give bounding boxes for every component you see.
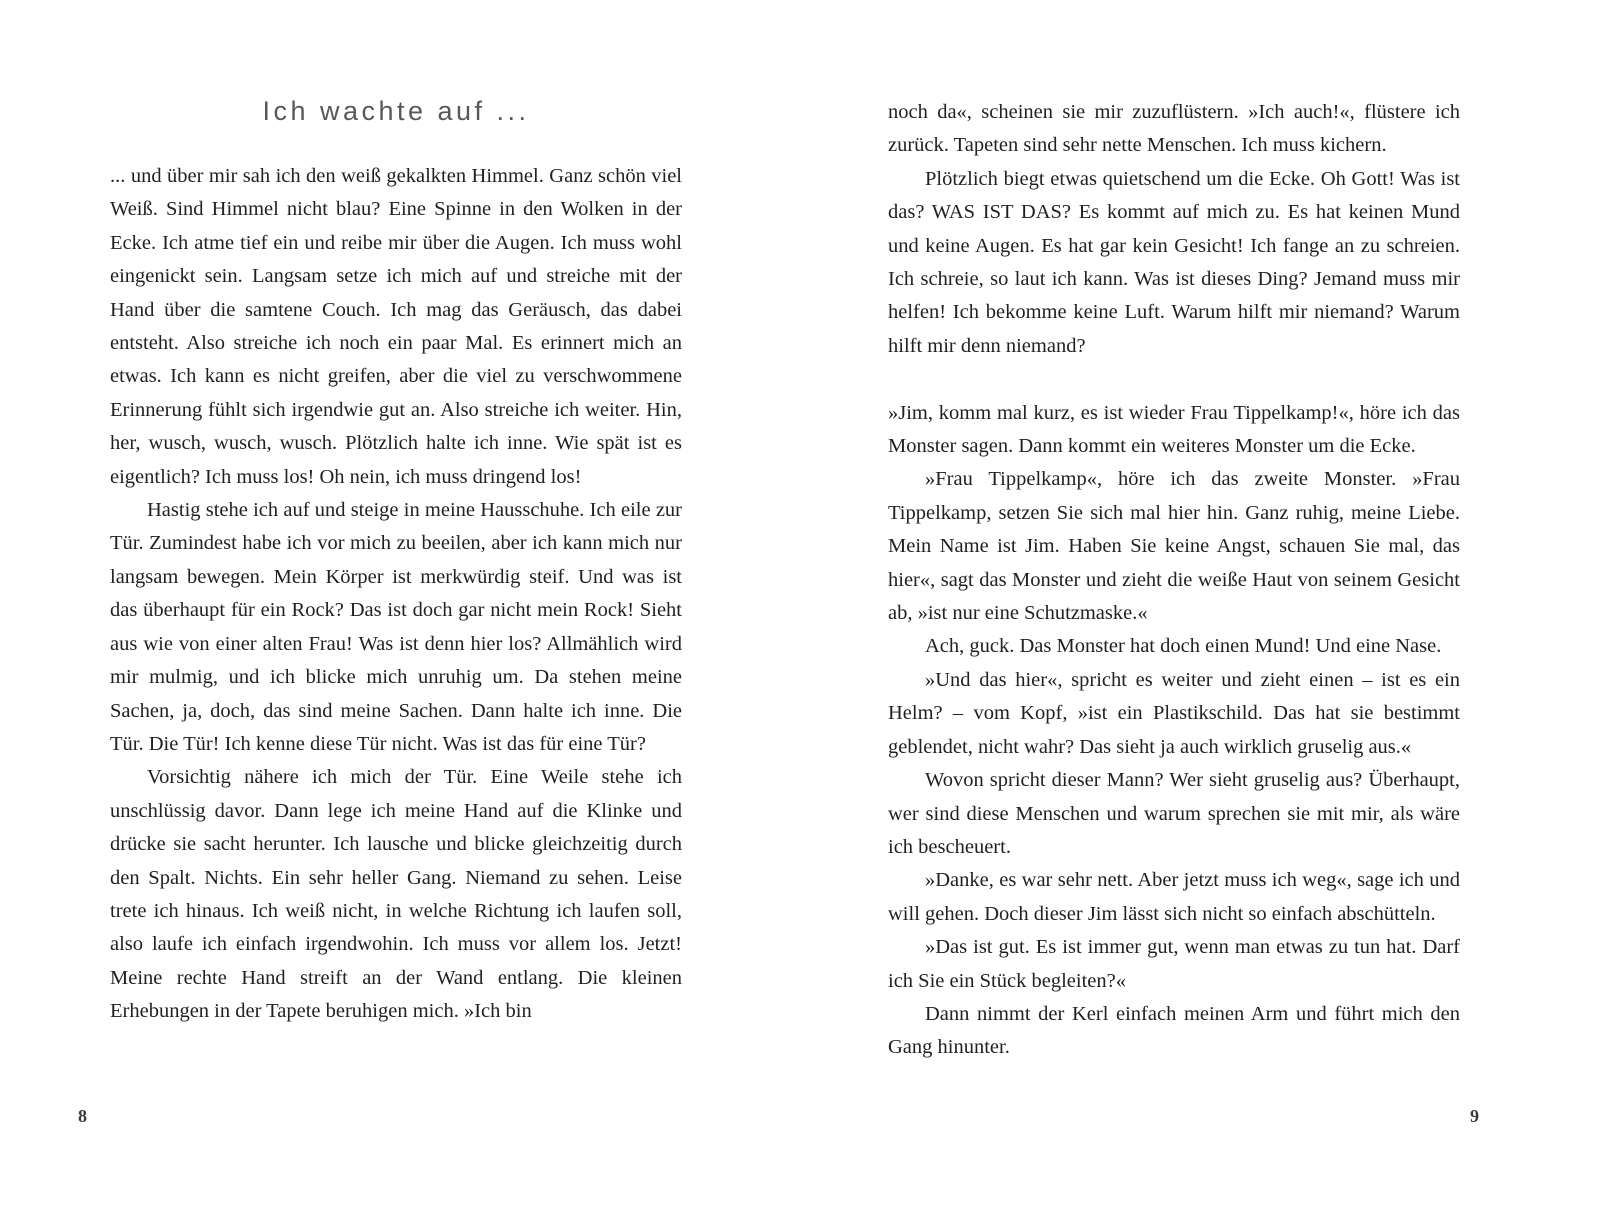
paragraph: »Frau Tippelkamp«, höre ich das zweite Monster. »Frau Tippelkamp, setzen Sie sich mal hier hin. Ganz ruhig, meine Liebe. Mein Name ist Jim. Haben Sie keine Angst, schauen Sie mal, das hier«, sagt das Monster und zieht die weiße Haut von seinem Gesicht ab, »ist nur eine Schutzmaske.« — [888, 468, 1460, 625]
page-right-text — [888, 96, 1460, 1065]
page-number-left: 8 — [78, 1106, 87, 1126]
paragraph: »Und das hier«, spricht es weiter und zieht einen – ist es ein Helm? – vom Kopf, »ist ein Plastikschild. Das hat sie bestimmt geblendet, nicht wahr? Das sieht ja auch wirklich gruselig aus.« — [888, 668, 1460, 758]
paragraph: Vorsichtig nähere ich mich der Tür. Eine Weile stehe ich unschlüssig davor. Dann lege ich meine Hand auf die Klinke und drücke sie sacht herunter. Ich lausche und blicke gleichzeitig durch den Spalt. Nichts. Ein sehr heller Gang. Niemand zu sehen. Leise trete ich hinaus. Ich weiß nicht, in welche Richtung ich laufen soll, also laufe ich einfach irgendwohin. Ich muss vor allem los. Jetzt! Meine rechte Hand streift an der Wand entlang. Die kleinen Erhebungen in der Tapete beruhigen mich. »Ich bin — [110, 766, 682, 1023]
paragraph: Hastig stehe ich auf und steige in meine Hausschuhe. Ich eile zur Tür. Zumindest habe ich vor mich zu beeilen, aber ich kann mich nur langsam bewegen. Mein Körper ist merkwürdig steif. Und was ist das überhaupt für ein Rock? Das ist doch gar nicht mein Rock! Sieht aus wie von einer alten Frau! Was ist denn hier los? Allmählich wird mir mulmig, und ich blicke mich unruhig um. Da stehen meine Sachen, ja, doch, das sind meine Sachen. Dann halte ich inne. Die Tür. Die Tür! Ich kenne diese Tür nicht. Was ist das für eine Tür? — [110, 499, 682, 755]
paragraph: Plötzlich biegt etwas quietschend um die Ecke. Oh Gott! Was ist das? WAS IST DAS? Es kommt auf mich zu. Es hat keinen Mund und keine Augen. Es hat gar kein Gesicht! Ich fange an zu schreien. Ich schreie, so laut ich kann. Was ist dieses Ding? Jemand muss mir helfen! Ich bekomme keine Luft. Warum hilft mir niemand? Warum hilft mir denn niemand? — [888, 167, 1460, 357]
paragraph: ... und über mir sah ich den weiß gekalkten Himmel. Ganz schön viel Weiß. Sind Himmel nicht blau? Eine Spinne in den Wolken in der Ecke. Ich atme tief ein und reibe mir über die Augen. Ich muss wohl eingenickt sein. Langsam setze ich mich auf und streiche mit der Hand über die samtene Couch. Ich mag das Geräusch, das dabei entsteht. Also streiche ich noch ein paar Mal. Es erinnert mich an etwas. Ich kann es nicht greifen, aber die viel zu verschwommene Erinnerung fühlt sich irgendwie gut an. Also streiche ich weiter. Hin, her, wusch, wusch, wusch. Plötzlich halte ich inne. Wie spät ist es eigentlich? Ich muss los! Oh nein, ich muss dringend los! — [110, 165, 682, 488]
paragraph: Ach, guck. Das Monster hat doch einen Mund! Und eine Nase. — [925, 635, 1442, 658]
paragraph: »Das ist gut. Es ist immer gut, wenn man etwas zu tun hat. Darf ich Sie ein Stück begleiten?« — [888, 936, 1460, 992]
page-left-text — [110, 160, 682, 1029]
paragraph: Dann nimmt der Kerl einfach meinen Arm und führt mich den Gang hinunter. — [888, 1002, 1460, 1059]
paragraph: »Danke, es war sehr nett. Aber jetzt muss ich weg«, sage ich und will gehen. Doch dieser Jim lässt sich nicht so einfach abschütteln. — [888, 869, 1460, 925]
paragraph: noch da«, scheinen sie mir zuzuflüstern. »Ich auch!«, flüstere ich zurück. Tapeten sind sehr nette Menschen. Ich muss kichern. — [888, 101, 1460, 157]
paragraph: »Jim, komm mal kurz, es ist wieder Frau Tippelkamp!«, höre ich das Monster sagen. Dann kommt ein weiteres Monster um die Ecke. — [888, 401, 1460, 458]
chapter-title: Ich wachte auf ... — [262, 96, 530, 126]
page-number-right: 9 — [1470, 1106, 1479, 1126]
paragraph: Wovon spricht dieser Mann? Wer sieht gruselig aus? Überhaupt, wer sind diese Menschen und warum sprechen sie mit mir, als wäre ich bescheuert. — [888, 769, 1460, 858]
